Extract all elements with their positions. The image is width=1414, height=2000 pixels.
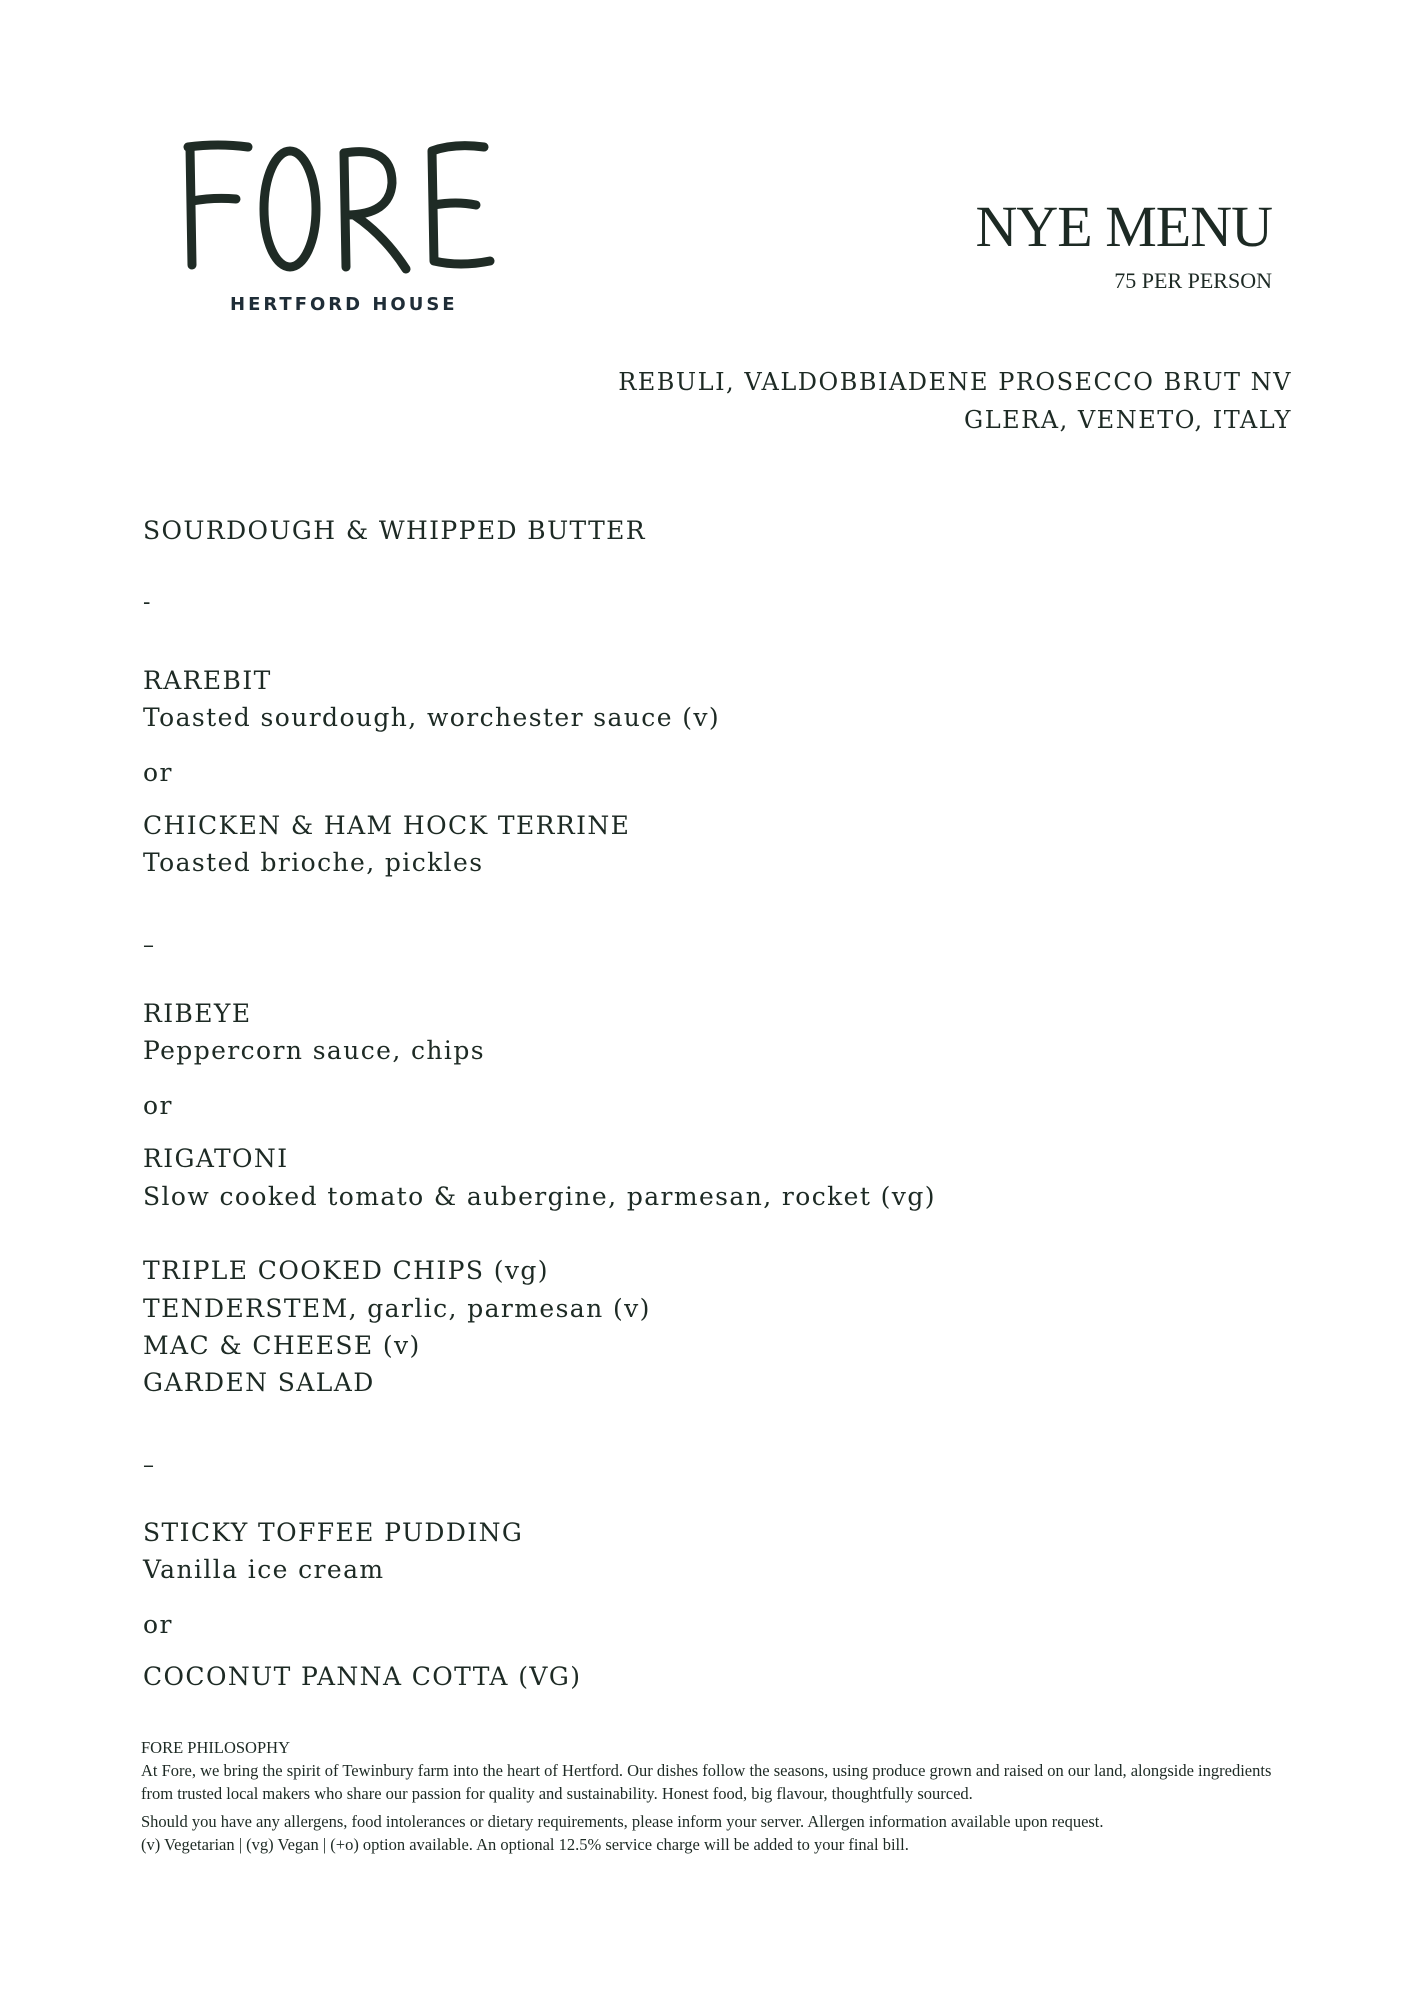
philosophy-text: At Fore, we bring the spirit of Tewinbury farm into the heart of Hertford. Our dishes follow the seasons, using produce grown and raised on our land, alongside ingredients from trusted local makers who share our passion for quality and sustainability. Honest food, big flavour, thoughtfully sourced. xyxy=(141,1761,1272,1803)
side-item: MAC & CHEESE (v) xyxy=(143,1331,421,1360)
or-divider: or xyxy=(143,758,173,787)
dessert-1-name: STICKY TOFFEE PUDDING xyxy=(143,1518,524,1547)
course-separator: - xyxy=(143,590,151,615)
brand-subtitle: HERTFORD HOUSE xyxy=(230,294,458,315)
wine-region: GLERA, VENETO, ITALY xyxy=(964,406,1292,434)
starter-2-description: Toasted brioche, pickles xyxy=(143,848,484,877)
or-divider: or xyxy=(143,1610,173,1639)
side-item: GARDEN SALAD xyxy=(143,1368,375,1397)
main-1-name: RIBEYE xyxy=(143,999,252,1028)
dietary-legend: (v) Vegetarian | (vg) Vegan | (+o) option available. An optional 12.5% service charge will be added to your final bill. xyxy=(141,1835,909,1854)
dessert-1-description: Vanilla ice cream xyxy=(143,1555,385,1584)
main-2-name: RIGATONI xyxy=(143,1144,289,1173)
philosophy-heading: FORE PHILOSOPHY xyxy=(141,1738,290,1757)
allergen-notice: Should you have any allergens, food intolerances or dietary requirements, please inform your server. Allergen information available upon request. xyxy=(141,1812,1104,1831)
course-separator: – xyxy=(143,1453,154,1478)
starter-1-name: RAREBIT xyxy=(143,666,272,695)
footer xyxy=(141,1736,1281,1856)
starter-1-description: Toasted sourdough, worchester sauce (v) xyxy=(143,703,721,732)
or-divider: or xyxy=(143,1091,173,1120)
fore-logo xyxy=(178,135,518,285)
dessert-2-name: COCONUT PANNA COTTA (VG) xyxy=(143,1662,582,1691)
course-separator: – xyxy=(143,933,154,958)
side-item: TENDERSTEM, garlic, parmesan (v) xyxy=(143,1294,651,1323)
menu-price: 75 PER PERSON xyxy=(1114,268,1272,293)
wine-name: REBULI, VALDOBBIADENE PROSECCO BRUT NV xyxy=(618,368,1292,396)
main-2-description: Slow cooked tomato & aubergine, parmesan, rocket (vg) xyxy=(143,1182,936,1211)
menu-title: NYE MENU xyxy=(975,194,1272,259)
main-1-description: Peppercorn sauce, chips xyxy=(143,1036,485,1065)
bread-course: SOURDOUGH & WHIPPED BUTTER xyxy=(143,516,647,545)
side-item: TRIPLE COOKED CHIPS (vg) xyxy=(143,1256,549,1285)
starter-2-name: CHICKEN & HAM HOCK TERRINE xyxy=(143,811,631,840)
